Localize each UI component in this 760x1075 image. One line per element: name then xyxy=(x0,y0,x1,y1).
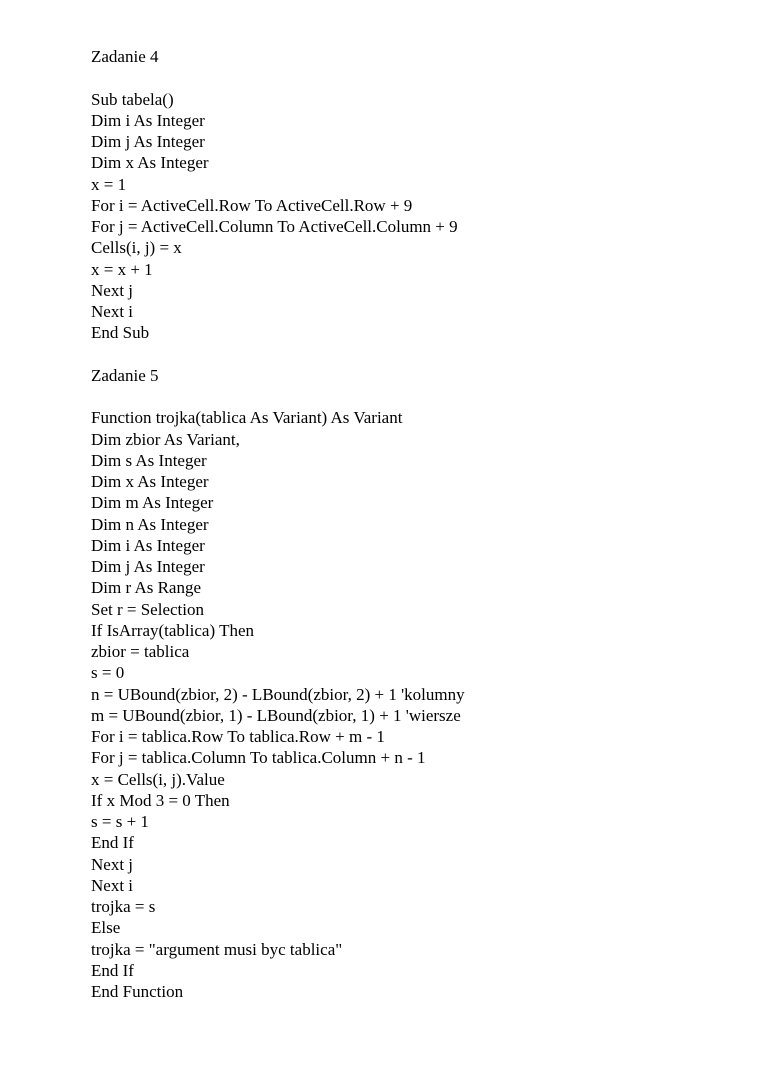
code-line: zbior = tablica xyxy=(91,642,190,661)
code-line: End Sub xyxy=(91,323,150,343)
blank-line xyxy=(91,386,465,407)
code-line: Dim j As Integer xyxy=(91,557,205,576)
code-line: End If xyxy=(91,833,134,853)
code-line: Function trojka(tablica As Variant) As Variant xyxy=(91,408,403,428)
code-line: Dim zbior As Variant, xyxy=(91,429,240,449)
blank-line xyxy=(91,67,465,88)
blank-line xyxy=(91,344,465,365)
code-line: Else xyxy=(91,918,121,938)
code-line: m = UBound(zbior, 1) - LBound(zbior, 1) + 1 'wiersze xyxy=(91,705,461,725)
code-line: x = 1 xyxy=(91,174,127,194)
code-line: Dim r As Range xyxy=(91,578,202,598)
code-line: Set r = Selection xyxy=(91,599,204,619)
code-line: s = s + 1 xyxy=(91,812,149,831)
code-line: If x Mod 3 = 0 Then xyxy=(91,790,230,810)
code-line: Next i xyxy=(91,875,134,895)
code-line: n = UBound(zbior, 2) - LBound(zbior, 2) + 1 'kolumny xyxy=(91,684,465,704)
code-line: End If xyxy=(91,960,134,980)
code-line: Next i xyxy=(91,302,134,321)
code-line: trojka = s xyxy=(91,897,156,916)
code-line: Dim i As Integer xyxy=(91,535,205,555)
code-line: Dim m As Integer xyxy=(91,493,214,513)
code-line: x = Cells(i, j).Value xyxy=(91,769,225,789)
document-body xyxy=(91,46,465,1002)
code-line: Next j xyxy=(91,280,134,300)
code-line: Dim x As Integer xyxy=(91,472,209,491)
code-line: Dim x As Integer xyxy=(91,153,209,173)
section-heading-zadanie-5: Zadanie 5 xyxy=(91,365,159,385)
code-line: Dim i As Integer xyxy=(91,110,205,130)
code-line: Cells(i, j) = x xyxy=(91,238,182,258)
code-line: Dim s As Integer xyxy=(91,450,207,470)
code-line: Dim j As Integer xyxy=(91,132,205,151)
code-line: Sub tabela() xyxy=(91,89,174,109)
code-line: For i = ActiveCell.Row To ActiveCell.Row + 9 xyxy=(91,195,413,215)
code-line: For i = tablica.Row To tablica.Row + m - 1 xyxy=(91,727,385,746)
code-block-zadanie-5 xyxy=(91,407,465,1002)
code-line: End Function xyxy=(91,982,184,1001)
code-line: s = 0 xyxy=(91,663,125,683)
code-line: Dim n As Integer xyxy=(91,514,209,534)
code-line: For j = ActiveCell.Column To ActiveCell.Column + 9 xyxy=(91,217,458,236)
code-line: For j = tablica.Column To tablica.Column + n - 1 xyxy=(91,748,426,768)
section-heading-zadanie-4: Zadanie 4 xyxy=(91,47,159,66)
code-block-zadanie-4 xyxy=(91,89,465,344)
code-line: trojka = "argument musi byc tablica" xyxy=(91,939,343,959)
code-line: x = x + 1 xyxy=(91,259,153,279)
code-line: If IsArray(tablica) Then xyxy=(91,620,254,640)
code-line: Next j xyxy=(91,854,134,874)
